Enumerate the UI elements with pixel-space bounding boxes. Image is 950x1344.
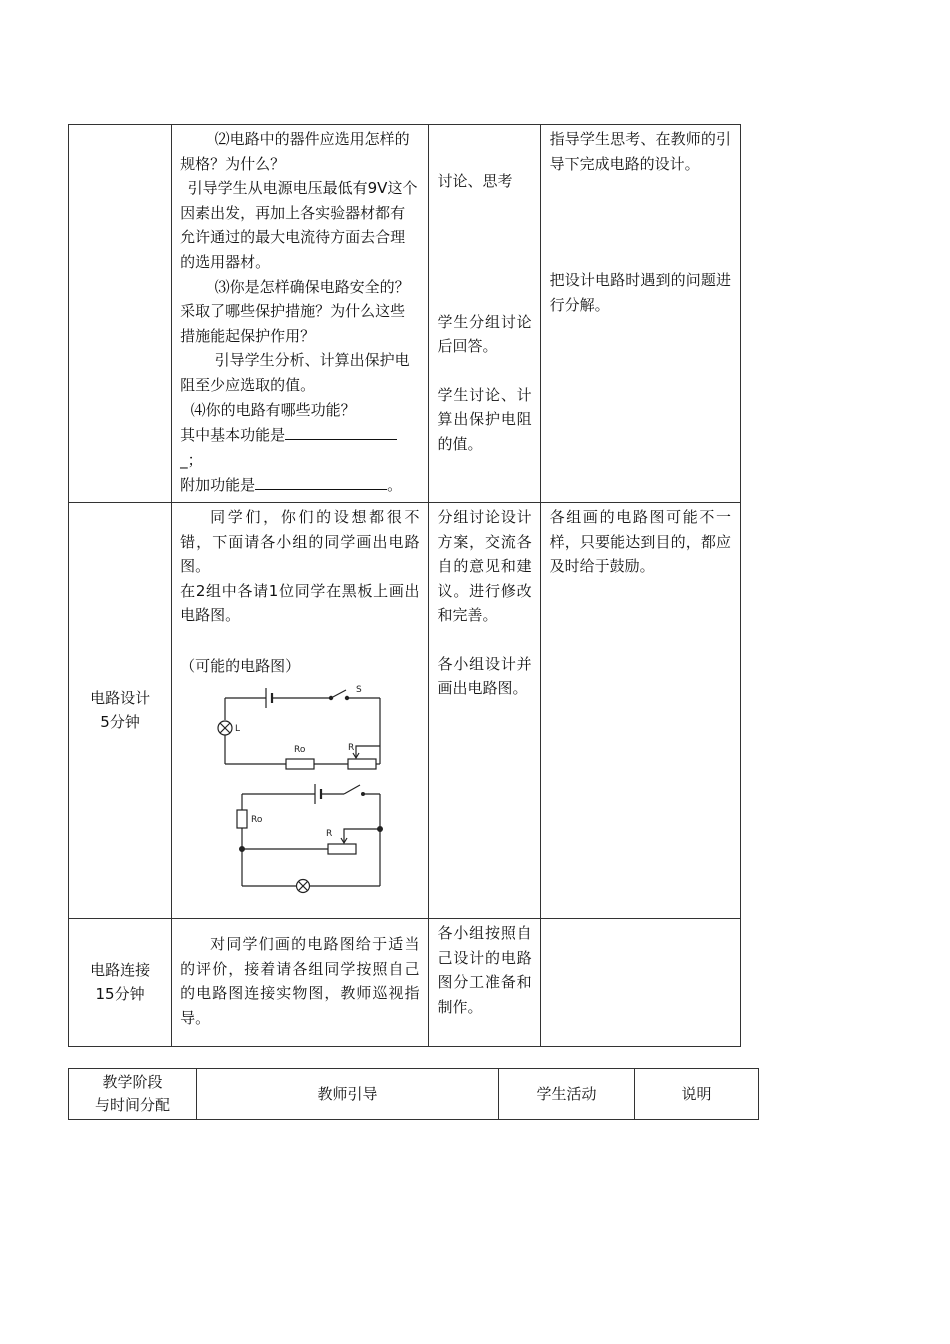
label-switch: S (356, 685, 362, 696)
table-row (69, 502, 741, 918)
guide-paragraph: 引导学生分析、计算出保护电阻至少应选取的值。 (180, 351, 410, 394)
lesson-table (68, 124, 741, 1047)
circuit-diagram-2 (237, 784, 382, 893)
guide-paragraph: 对同学们画的电路图给于适当的评价，接着请各组同学按照自己的电路图连接实物图，教师巡视指导。 (180, 935, 420, 1027)
table-row (69, 918, 741, 1046)
activity-paragraph: 各小组设计并画出电路图。 (437, 654, 532, 698)
guide-cell (172, 502, 428, 918)
activity-paragraph: 各小组按照自己设计的电路图分工准备和制作。 (437, 923, 532, 1016)
circuit-diagram-1 (218, 688, 380, 769)
table-row (69, 125, 741, 503)
blank-label: 附加功能是 (180, 476, 256, 495)
circuit-diagram-2-labels (251, 815, 332, 839)
header-row (69, 1069, 759, 1120)
blank-end: 。 (387, 476, 403, 495)
header-stage (69, 1069, 197, 1120)
guide-paragraph: 同学们，你们的设想都很不错，下面请各小组的同学画出电路图。 (180, 507, 420, 576)
note-paragraph: 把设计电路时遇到的问题进行分解。 (549, 271, 731, 314)
stage-time: 15分钟 (95, 985, 145, 1004)
note-paragraph: 指导学生思考、在教师的引导下完成电路的设计。 (549, 130, 731, 173)
label-lamp: L (235, 724, 241, 735)
circuit-diagram-1-labels (235, 685, 362, 755)
activity-paragraph: 分组讨论设计方案，交流各自的意见和建议。进行修改和完善。 (437, 507, 532, 625)
guide-cell (172, 918, 428, 1046)
header-activity: 学生活动 (499, 1069, 635, 1120)
activity-paragraph: 讨论、思考 (437, 172, 513, 190)
label-r0: Ro (294, 745, 306, 756)
stage-name: 电路连接 (90, 960, 151, 979)
guide-paragraph: ⑵电路中的器件应选用怎样的规格？为什么？ (180, 130, 410, 173)
blank-underline (255, 472, 387, 490)
fill-blank-line (180, 422, 419, 448)
blank-continuation: _； (180, 450, 203, 469)
stage-cell (69, 918, 172, 1046)
note-paragraph: 各组画的电路图可能不一样，只要能达到目的，都应及时给于鼓励。 (549, 507, 731, 576)
note-cell (540, 502, 740, 918)
blank-label: 其中基本功能是 (180, 426, 286, 445)
guide-paragraph: 在2组中各请1位同学在黑板上画出电路图。 (180, 581, 420, 625)
stage-time: 5分钟 (100, 713, 140, 732)
stage-cell (69, 125, 172, 503)
stage-name: 电路设计 (90, 688, 151, 707)
circuit-diagrams (180, 684, 420, 904)
label-r0: Ro (251, 815, 263, 826)
label-r: R (348, 743, 355, 754)
guide-cell (172, 125, 428, 503)
guide-paragraph: ⑶你是怎样确保电路安全的？采取了哪些保护措施？为什么这些措施能起保护作用？ (180, 277, 410, 345)
activity-cell (428, 502, 540, 918)
activity-paragraph: 学生分组讨论后回答。 (437, 312, 532, 356)
header-note: 说明 (635, 1069, 759, 1120)
note-cell (540, 125, 740, 503)
activity-cell (428, 918, 540, 1046)
fill-blank-line (180, 472, 419, 498)
label-r: R (326, 829, 333, 840)
stage-cell (69, 502, 172, 918)
guide-paragraph: 引导学生从电源电压最低有9V这个因素出发，再加上各实验器材都有允许通过的最大电流待方面去合理的选用器材。 (180, 179, 418, 271)
header-guide: 教师引导 (197, 1069, 499, 1120)
activity-cell (428, 125, 540, 503)
header-stage-line: 与时间分配 (94, 1096, 170, 1114)
guide-paragraph: （可能的电路图） (180, 656, 301, 675)
note-cell (540, 918, 740, 1046)
header-table (68, 1068, 759, 1120)
header-stage-line: 教学阶段 (102, 1073, 163, 1091)
guide-paragraph: ⑷你的电路有哪些功能？ (190, 400, 356, 419)
activity-paragraph: 学生讨论、计算出保护电阻的值。 (437, 385, 532, 453)
blank-underline (285, 422, 397, 440)
